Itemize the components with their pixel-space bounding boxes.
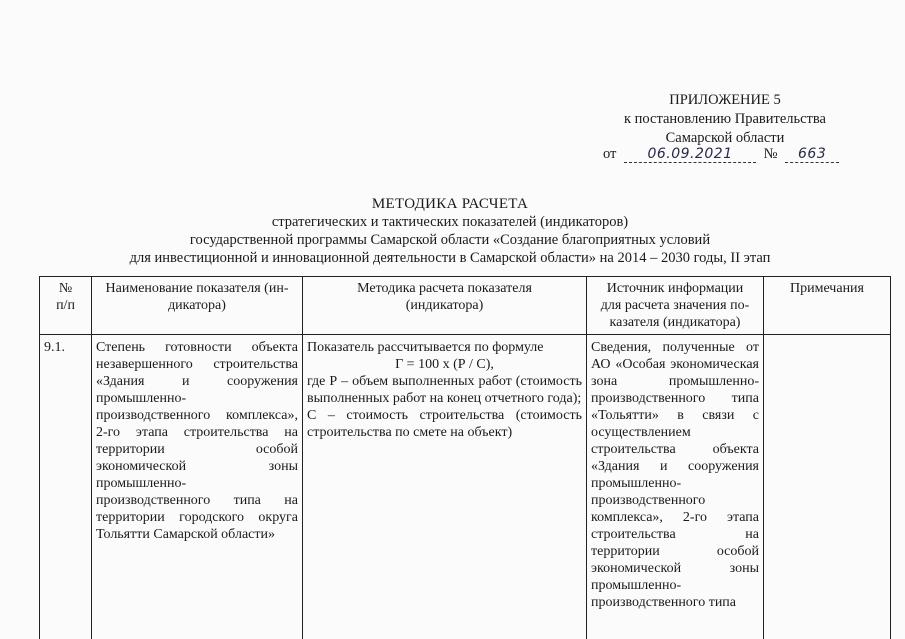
handwritten-date: 06.09.2021 xyxy=(624,146,756,163)
header-method: Методика расчета показателя (индикатора) xyxy=(303,277,587,335)
appendix-header xyxy=(595,91,855,148)
appendix-title: ПРИЛОЖЕНИЕ 5 xyxy=(595,91,855,110)
method-formula: Г = 100 х (Р / С), xyxy=(307,356,582,373)
table-row xyxy=(40,335,891,639)
row-source: Сведения, полученные от АО «Особая экономическая зона промышленно-производственного типа «Тольятти» в связи с осуществлением строительства объекта «Здания и сооружения промышленно-производственного комплекса», 2-го этапа строительства на территории особой экономической зоны промышленно-производственного типа xyxy=(587,335,764,639)
handwritten-number: 663 xyxy=(785,146,839,163)
header-number: № п/п xyxy=(40,277,92,335)
title-sub-3: для инвестиционной и инновационной деятельности в Самарской области» на 2014 – 2030 годы, II этап xyxy=(100,249,800,267)
title-sub-2: государственной программы Самарской области «Создание благоприятных условий xyxy=(100,231,800,249)
document-title xyxy=(100,195,800,267)
row-indicator-name: Степень готовности объекта незавершенного строительства «Здания и сооружения промышленно-производственного комплекса», 2-го этапа строительства на территории особой экономической зоны промышленно-производственного типа на территории городского округа Тольятти Самарской области» xyxy=(92,335,303,639)
appendix-region: Самарской области xyxy=(595,129,855,148)
row-number: 9.1. xyxy=(40,335,92,639)
header-notes: Примечания xyxy=(764,277,891,335)
method-p-definition: где Р – объем выполненных работ (стоимость выполненных работ на конец отчетного года); xyxy=(307,373,582,407)
row-notes xyxy=(764,335,891,639)
number-label: № xyxy=(764,146,778,162)
row-method xyxy=(303,335,587,639)
method-intro: Показатель рассчитывается по формуле xyxy=(307,339,582,356)
appendix-date-number xyxy=(603,146,839,163)
appendix-resolution: к постановлению Правительства xyxy=(595,110,855,129)
table-header-row xyxy=(40,277,891,335)
title-sub-1: стратегических и тактических показателей (индикаторов) xyxy=(100,213,800,231)
indicators-table xyxy=(39,276,891,639)
title-main: МЕТОДИКА РАСЧЕТА xyxy=(100,195,800,213)
header-source: Источник информации для расчета значения по- казателя (индикатора) xyxy=(587,277,764,335)
header-indicator-name: Наименование показателя (ин- дикатора) xyxy=(92,277,303,335)
method-c-definition: С – стоимость строительства (стоимость строительства по смете на объект) xyxy=(307,407,582,441)
from-label: от xyxy=(603,146,616,162)
